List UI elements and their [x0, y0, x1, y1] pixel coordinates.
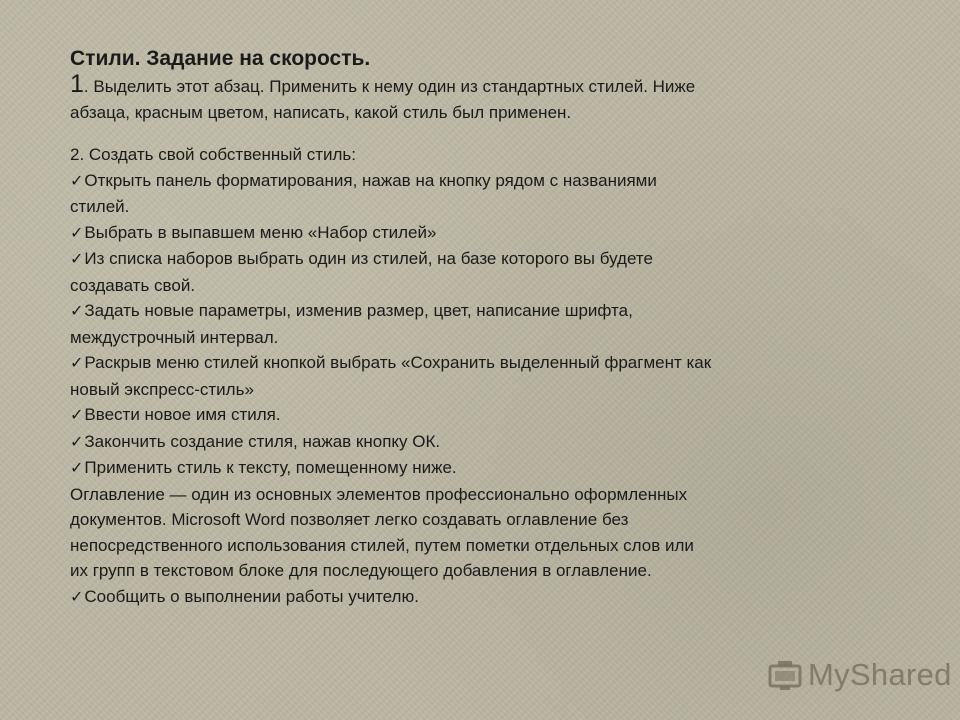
- check-icon: ✓: [70, 407, 84, 424]
- step-text: Закончить создание стиля, нажав кнопку ОК.: [84, 431, 441, 451]
- toc-line: документов. Microsoft Word позволяет легко создавать оглавление без: [70, 510, 629, 529]
- check-icon: ✓: [70, 588, 84, 606]
- step-item-continued: стилей.: [70, 197, 130, 216]
- task-1-line-2: абзаца, красным цветом, написать, какой стиль был применен.: [70, 102, 572, 122]
- final-step-text: Сообщить о выполнении работы учителю.: [84, 586, 419, 606]
- step-text: Раскрыв меню стилей кнопкой выбрать «Сохранить выделенный фрагмент как: [84, 353, 712, 372]
- task-2-heading: 2. Создать свой собственный стиль:: [70, 145, 357, 164]
- task-1-text-1: . Выделить этот абзац. Применить к нему один из стандартных стилей. Ниже: [83, 77, 696, 96]
- final-step: [70, 584, 890, 611]
- task-1-number: 1: [70, 70, 84, 98]
- step-text: Ввести новое имя стиля.: [84, 405, 281, 424]
- step-item: [70, 402, 890, 429]
- check-icon: ✓: [70, 355, 84, 372]
- check-icon: ✓: [70, 433, 84, 451]
- task-1-line-1: [70, 72, 890, 100]
- step-item-continued: новый экспресс-стиль»: [70, 379, 254, 399]
- check-icon: ✓: [70, 172, 84, 190]
- step-item-continued: междустрочный интервал.: [70, 327, 279, 347]
- toc-line: непосредственного использования стилей, путем пометки отдельных слов или: [70, 535, 694, 555]
- check-icon: ✓: [70, 251, 84, 268]
- myshared-watermark: [766, 655, 952, 695]
- step-item: [70, 220, 890, 247]
- check-icon: ✓: [70, 303, 84, 320]
- toc-paragraph: [70, 482, 890, 584]
- watermark-text: MyShared: [808, 657, 952, 692]
- step-item: [70, 455, 890, 482]
- check-icon: ✓: [70, 460, 84, 477]
- check-icon: ✓: [70, 224, 84, 242]
- slide-title: Стили. Задание на скорость.: [70, 47, 371, 70]
- step-list: [70, 168, 890, 482]
- step-text: Задать новые параметры, изменив размер, цвет, написание шрифта,: [84, 301, 633, 320]
- step-text: Выбрать в выпавшем меню «Набор стилей»: [84, 222, 437, 242]
- step-text: Из списка наборов выбрать один из стилей, на базе которого вы будете: [84, 249, 653, 268]
- toc-line: Оглавление — один из основных элементов профессионально оформленных: [70, 484, 688, 504]
- step-item: [70, 350, 890, 377]
- step-text: Открыть панель форматирования, нажав на кнопку рядом с названиями: [84, 170, 657, 190]
- spacer: [70, 125, 890, 142]
- step-text: Применить стиль к тексту, помещенному ниже.: [84, 458, 457, 477]
- myshared-logo-icon: [766, 658, 804, 692]
- slide-content: [70, 46, 890, 610]
- toc-line: их групп в текстовом блоке для последующего добавления в оглавление.: [70, 561, 652, 580]
- step-item: [70, 168, 890, 195]
- step-item: [70, 429, 890, 456]
- step-item-continued: создавать свой.: [70, 275, 196, 295]
- step-item: [70, 298, 890, 325]
- step-item: [70, 246, 890, 273]
